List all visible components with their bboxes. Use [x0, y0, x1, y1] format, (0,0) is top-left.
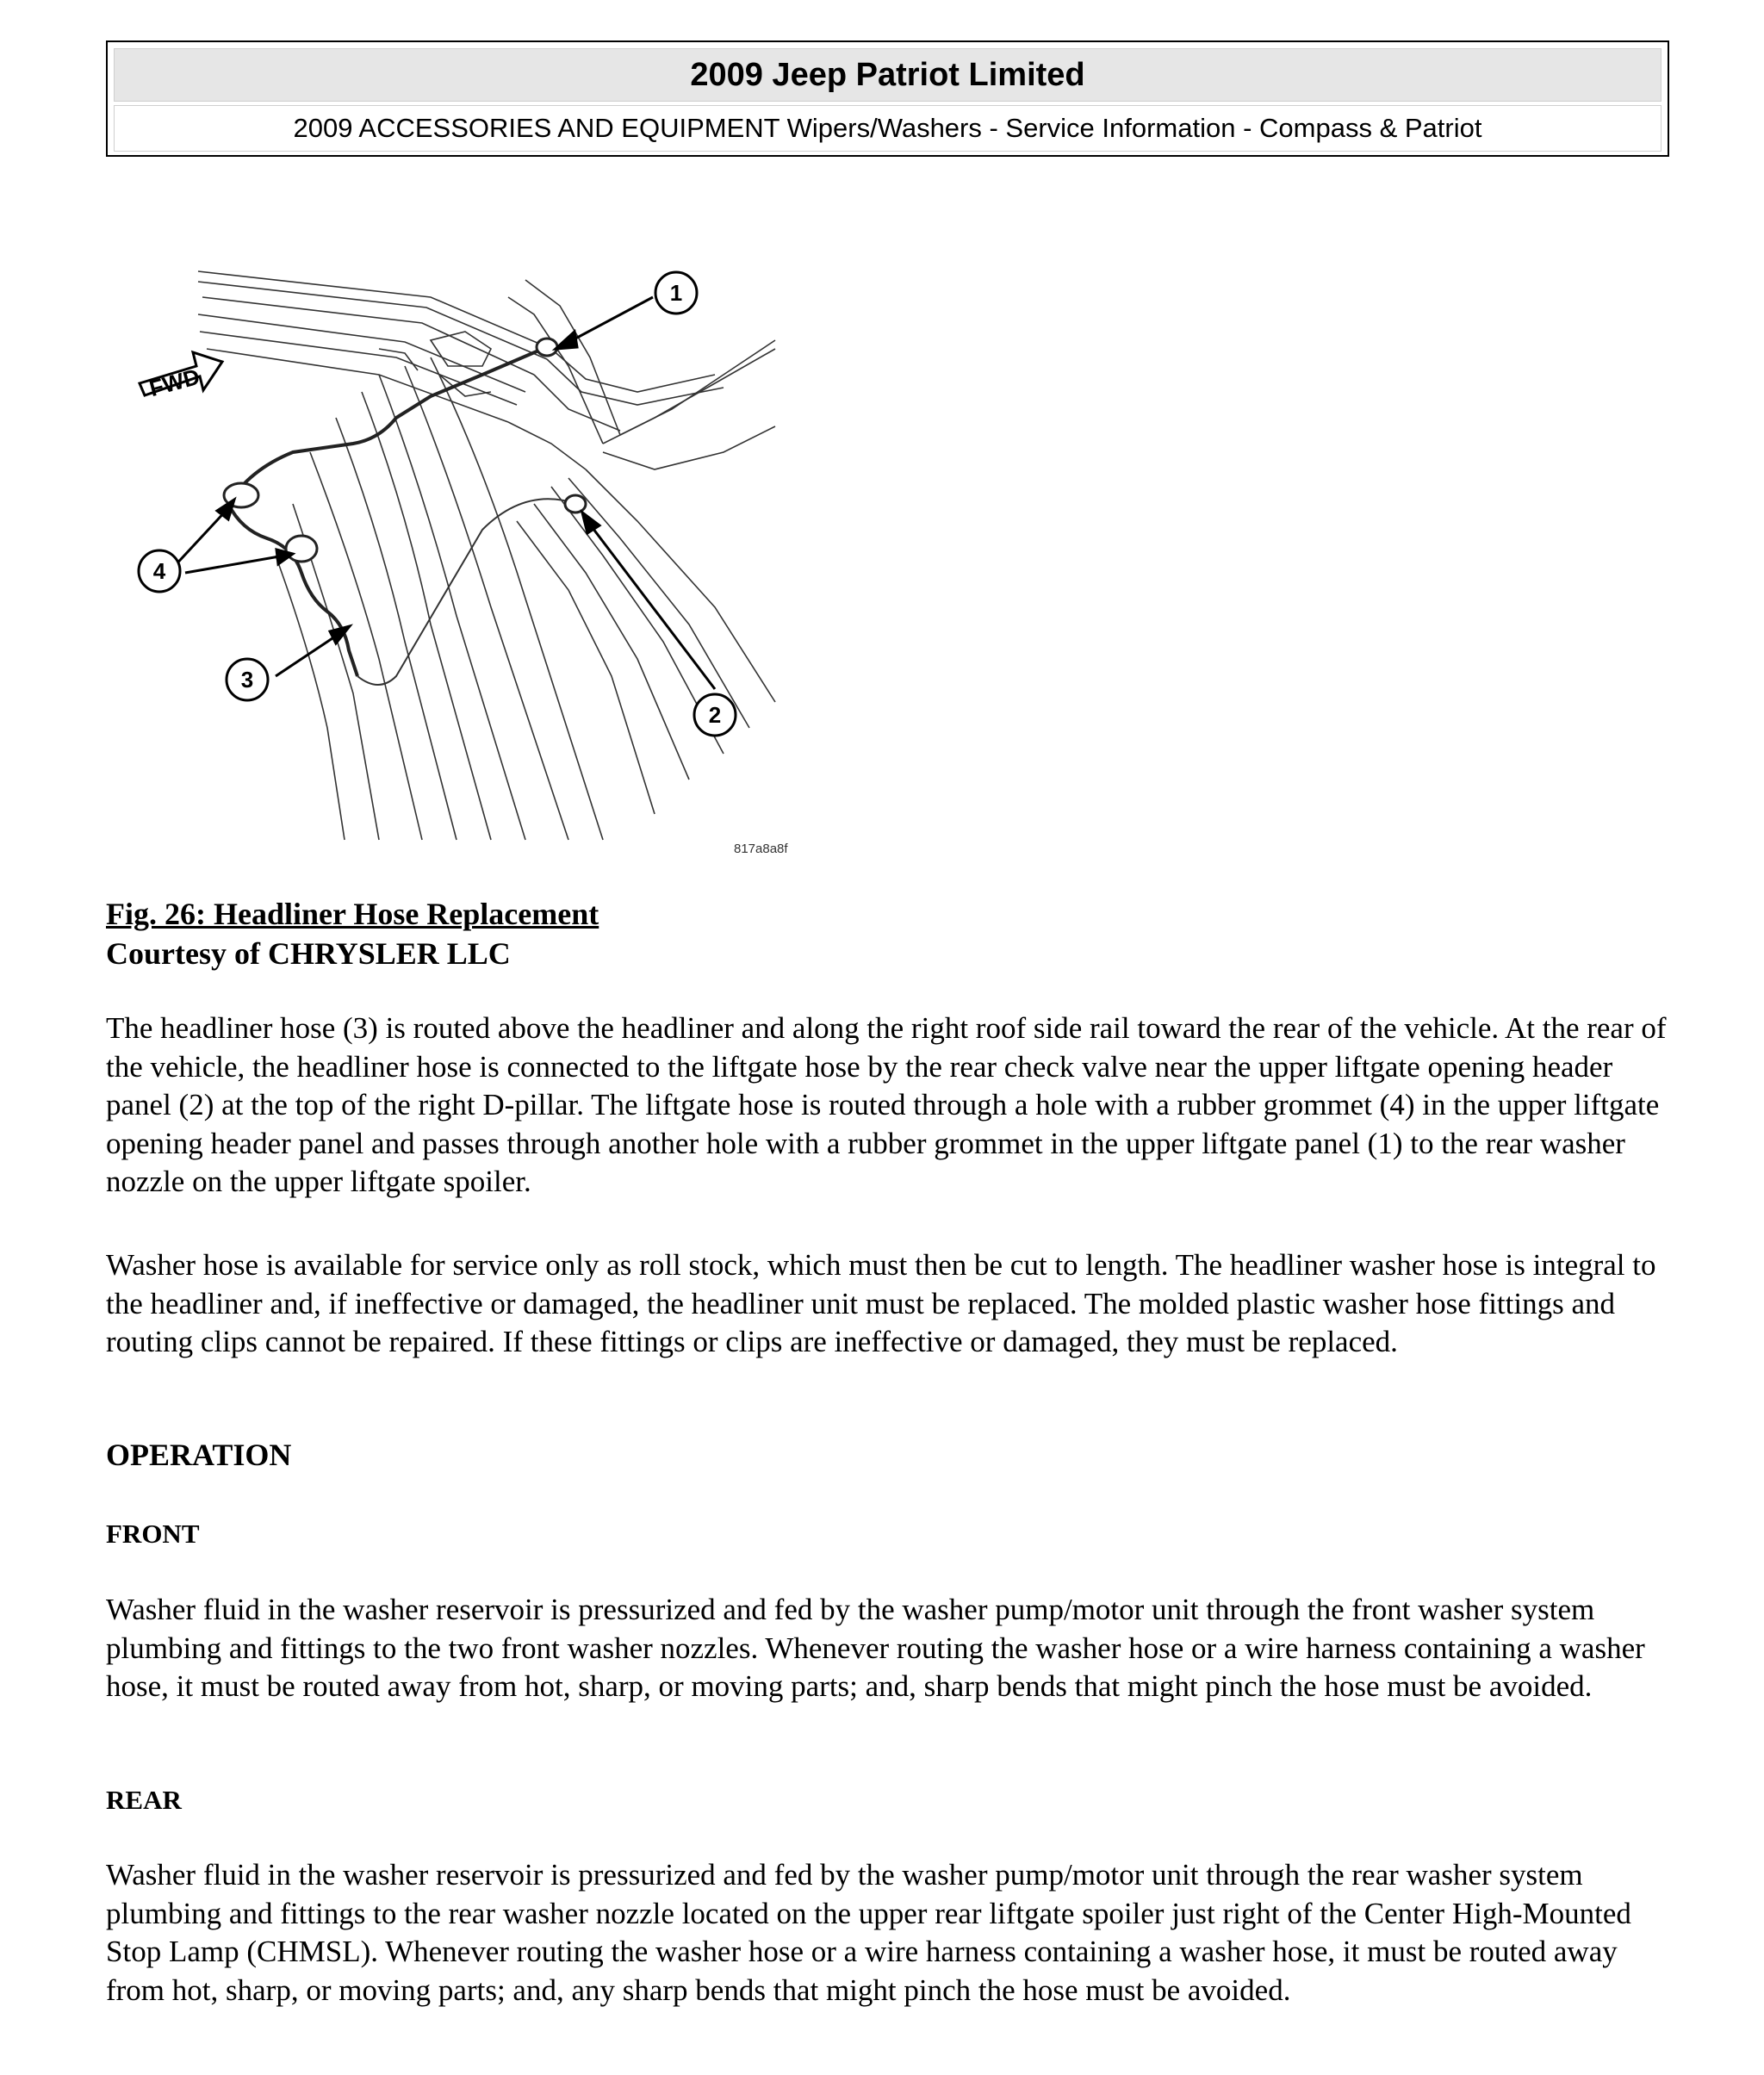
svg-text:4: 4 [152, 558, 166, 584]
fwd-label: FWD [146, 363, 203, 402]
image-code: 817a8a8f [734, 842, 788, 856]
callout-3 [227, 659, 268, 700]
paragraph-hose-service: Washer hose is available for service only as roll stock, which must then be cut to length. The headliner washer hose is integral to the headliner and, if ineffective or damaged, the headliner unit must be replaced. The molded plastic washer hose fittings and routing clips cannot be repaired. If these fittings or clips are ineffective or damaged, they must be replaced. [106, 1248, 1656, 1358]
callout-2 [694, 694, 736, 736]
figure-caption [106, 894, 599, 973]
figure-title: Fig. 26: Headliner Hose Replacement [106, 897, 599, 931]
operation-heading: OPERATION [106, 1438, 292, 1472]
paragraph-rear-operation: Washer fluid in the washer reservoir is pressurized and fed by the washer pump/motor unit through the rear washer system plumbing and fittings to the rear washer nozzle located on the upper rear liftgate spoiler just right of the Center High-Mounted Stop Lamp (CHMSL). Whenever routing the washer hose or a wire harness containing a washer hose, it must be routed away from hot, sharp, or moving parts; and, any sharp bends that might pinch the hose must be avoided. [106, 1858, 1631, 2007]
callout-1 [655, 272, 697, 314]
svg-text:3: 3 [240, 667, 254, 693]
rear-heading: REAR [106, 1785, 182, 1815]
paragraph-front-operation: Washer fluid in the washer reservoir is pressurized and fed by the washer pump/motor unit through the front washer system plumbing and fittings to the two front washer nozzles. Whenever routing the washer hose or a wire harness containing a washer hose, it must be routed away from hot, sharp, or moving parts; and, sharp bends that might pinch the hose must be avoided. [106, 1593, 1645, 1703]
svg-text:2: 2 [708, 702, 722, 728]
front-heading: FRONT [106, 1519, 200, 1549]
paragraph-hose-routing: The headliner hose (3) is routed above the headliner and along the right roof side rail toward the rear of the vehicle. At the rear of the vehicle, the headliner hose is connected to the liftgate hose by the rear check valve near the upper liftgate opening header panel (2) at the top of the right D-pillar. The liftgate hose is routed through a hole with a rubber grommet (4) in the upper liftgate opening header panel and passes through another hole with a rubber grommet in the upper liftgate panel (1) to the rear washer nozzle on the upper liftgate spoiler. [106, 1011, 1667, 1198]
callout-4 [139, 550, 180, 592]
document-header [106, 40, 1669, 157]
svg-text:1: 1 [669, 280, 683, 306]
headliner-hose-diagram [121, 245, 827, 870]
section-subtitle: 2009 ACCESSORIES AND EQUIPMENT Wipers/Washers - Service Information - Compass & Patriot [114, 105, 1662, 152]
courtesy-line: Courtesy of CHRYSLER LLC [106, 936, 511, 971]
vehicle-title: 2009 Jeep Patriot Limited [114, 48, 1662, 102]
